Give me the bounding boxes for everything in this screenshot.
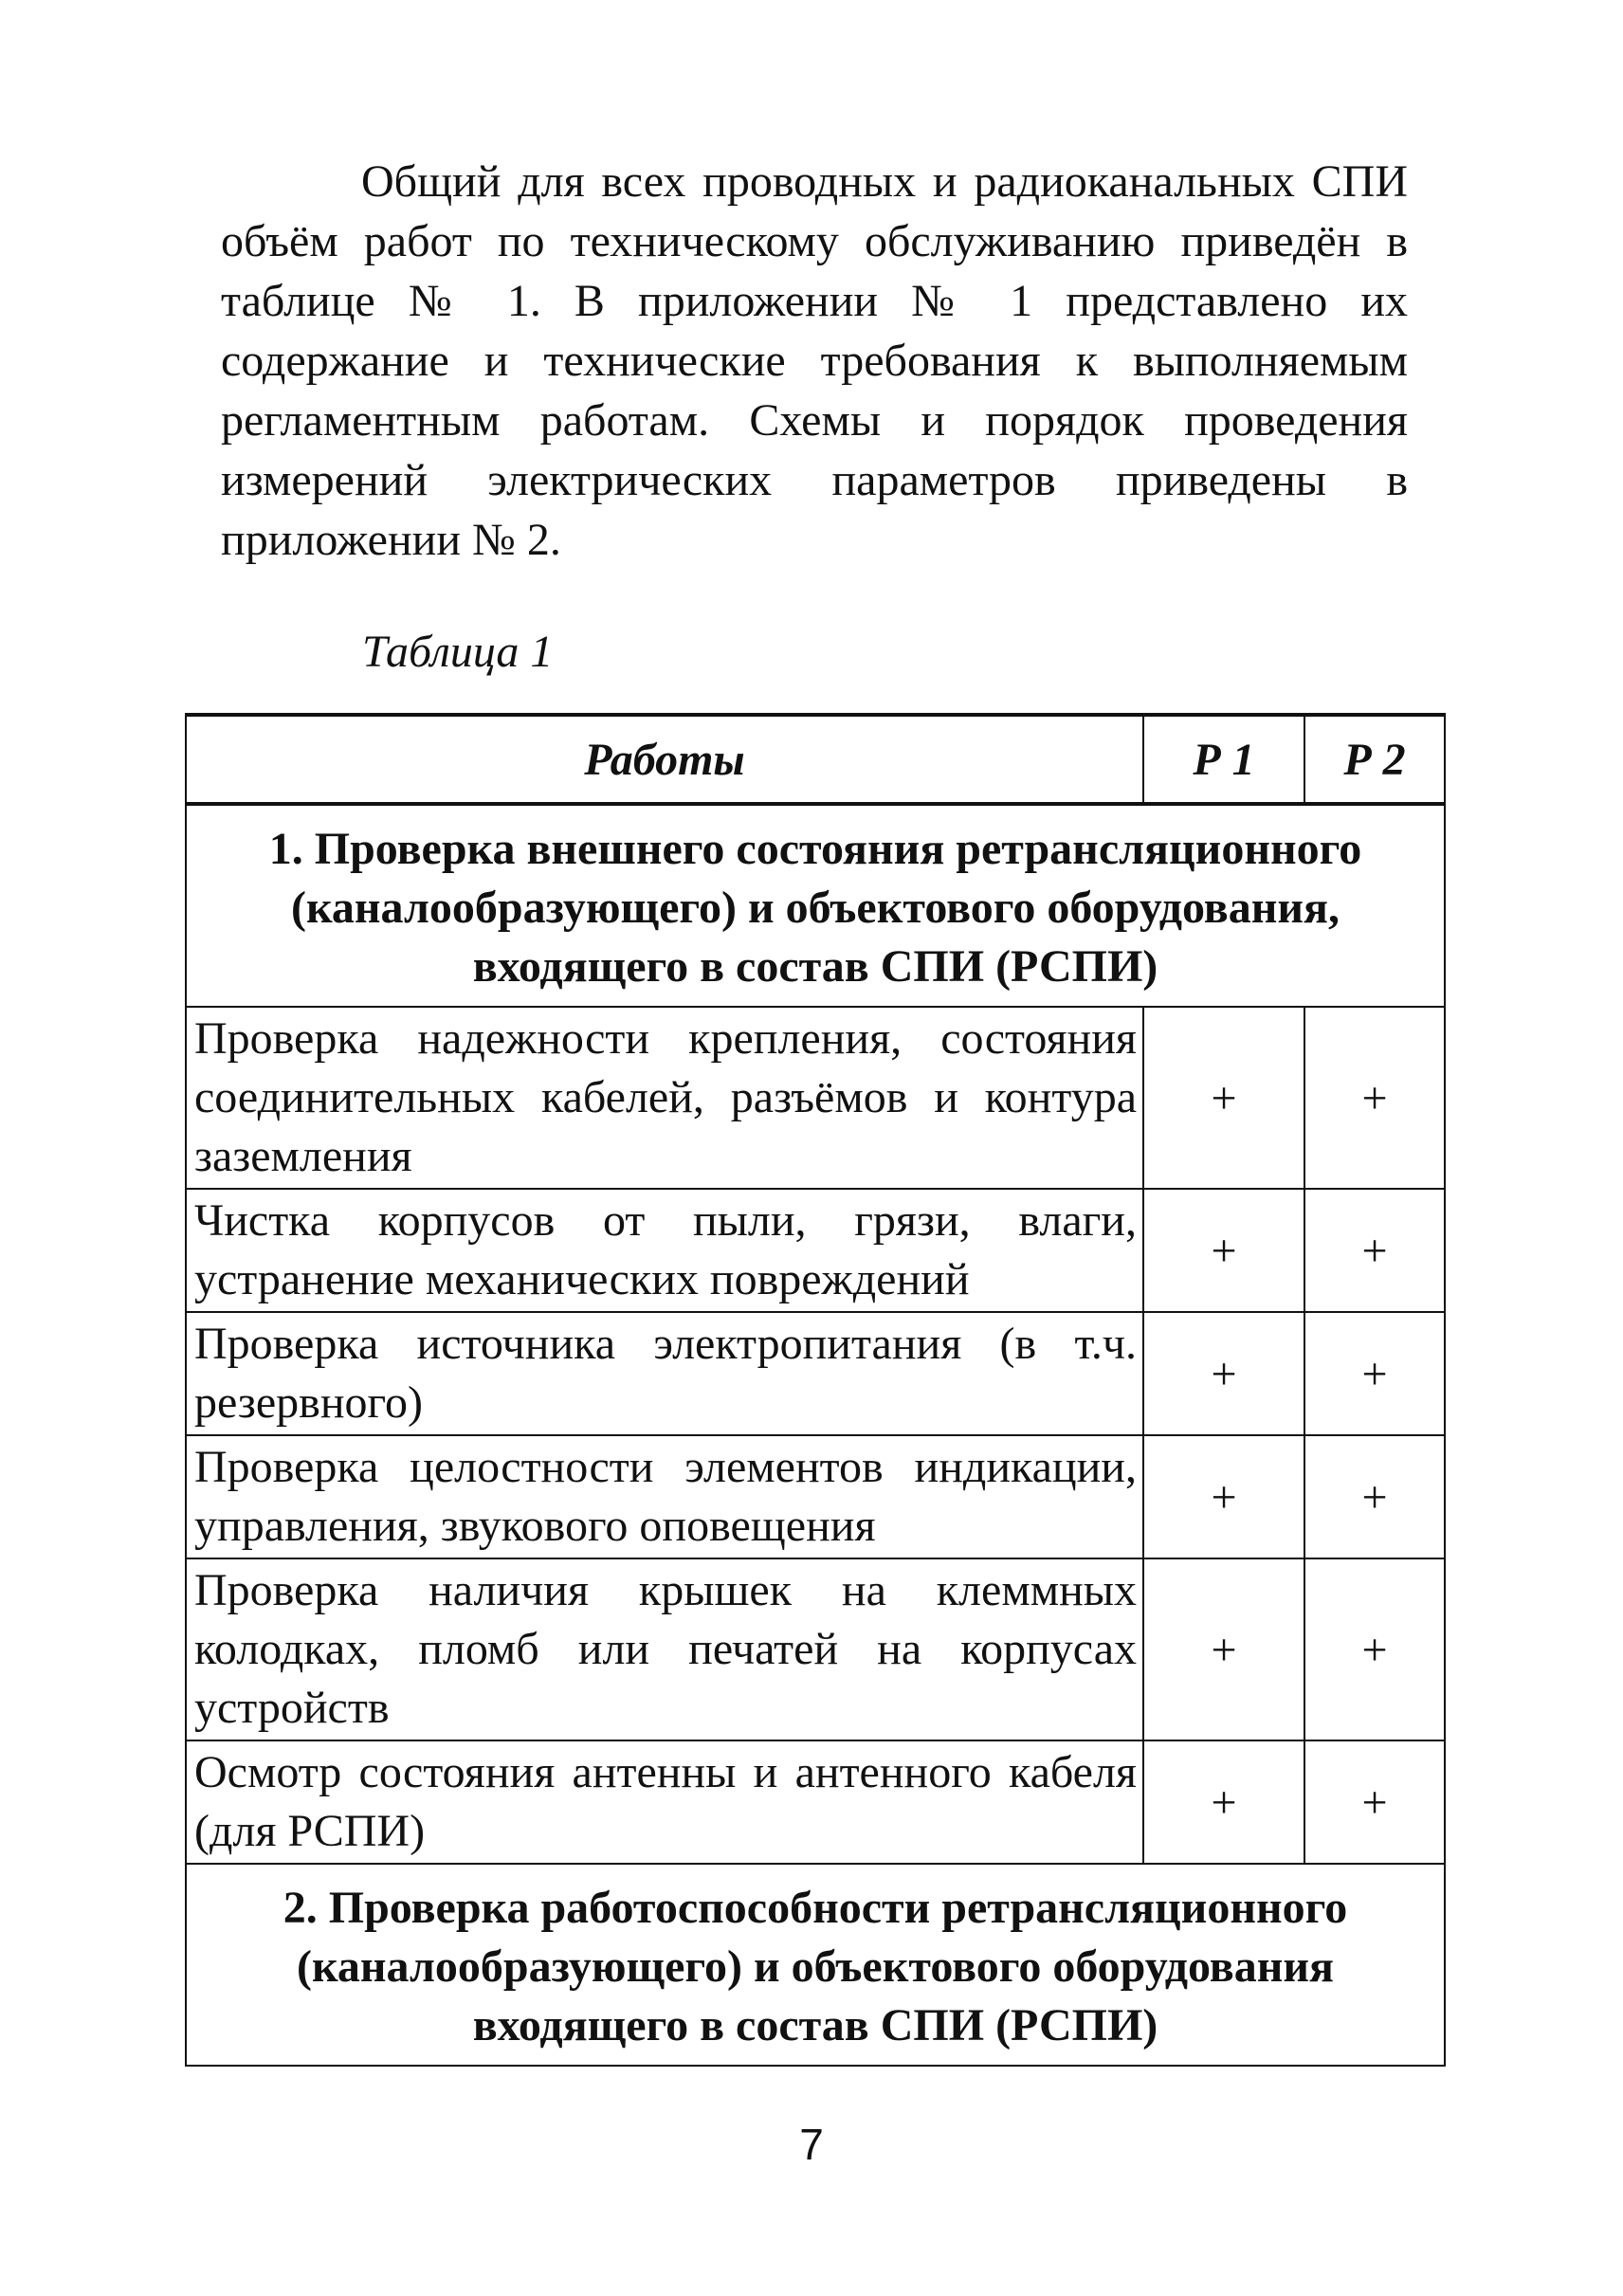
maintenance-table [185, 713, 1446, 2067]
work-description: Проверка надежности крепления, состояния соединительных кабелей, разъёмов и контура заземления [186, 1007, 1143, 1189]
p1-mark: + [1143, 1189, 1304, 1312]
table-row [186, 1312, 1445, 1435]
table-row [186, 1740, 1445, 1864]
header-p2: Р 2 [1304, 715, 1445, 804]
p1-mark: + [1143, 1740, 1304, 1864]
table-row [186, 1007, 1445, 1189]
p1-mark: + [1143, 1312, 1304, 1435]
header-works: Работы [186, 715, 1143, 804]
section-1-row [186, 804, 1445, 1007]
table-caption: Таблица 1 [362, 627, 554, 677]
p2-mark: + [1304, 1558, 1445, 1740]
section-2-row [186, 1864, 1445, 2066]
work-description: Проверка источника электропитания (в т.ч. резервного) [186, 1312, 1143, 1435]
p2-mark: + [1304, 1740, 1445, 1864]
section-1-title: 1. Проверка внешнего состояния ретрансляционного (каналообразующего) и объектового оборудования, входящего в состав СПИ (РСПИ) [186, 804, 1445, 1007]
p1-mark: + [1143, 1435, 1304, 1558]
p2-mark: + [1304, 1007, 1445, 1189]
page-number: 7 [799, 2120, 824, 2169]
header-p1: Р 1 [1143, 715, 1304, 804]
p2-mark: + [1304, 1312, 1445, 1435]
work-description: Чистка корпусов от пыли, грязи, влаги, устранение механических повреждений [186, 1189, 1143, 1312]
table-row [186, 1189, 1445, 1312]
p1-mark: + [1143, 1558, 1304, 1740]
p1-mark: + [1143, 1007, 1304, 1189]
p2-mark: + [1304, 1189, 1445, 1312]
section-2-title: 2. Проверка работоспособности ретрансляционного (каналообразующего) и объектового оборудования входящего в состав СПИ (РСПИ) [186, 1864, 1445, 2066]
work-description: Осмотр состояния антенны и антенного кабеля (для РСПИ) [186, 1740, 1143, 1864]
work-description: Проверка целостности элементов индикации, управления, звукового оповещения [186, 1435, 1143, 1558]
intro-paragraph: Общий для всех проводных и радиоканальных СПИ объём работ по техническому обслуживанию приведён в таблице № 1. В приложении № 1 представлено их содержание и технические требования к выполняемым регламентным работам. Схемы и порядок проведения измерений электрических параметров приведены в приложении № 2. [221, 156, 1408, 565]
table-header-row [186, 715, 1445, 804]
p2-mark: + [1304, 1435, 1445, 1558]
table-row [186, 1435, 1445, 1558]
work-description: Проверка наличия крышек на клеммных колодках, пломб или печатей на корпусах устройств [186, 1558, 1143, 1740]
table-row [186, 1558, 1445, 1740]
